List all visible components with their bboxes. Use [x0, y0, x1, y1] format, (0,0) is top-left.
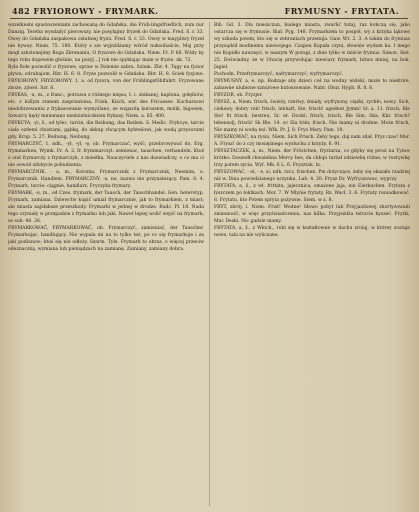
right-column — [214, 22, 410, 508]
entry-paragraph: FRYTATA, a, ž., z wł. frittata, jajecznica, smażone jaja, ein Eierkuchen. Frytata z łyszczem po łoktkach. Mor. 7. W Mlynie frytaty, Rz. Wacł. 3. 6. Frytaty rozsadkować. 8. Frytatu, kto Potem spryta pożywne. Siem. w z. 8. — [214, 184, 410, 203]
entry-paragraph: FRYZOR, ob. Fryzjer. — [214, 93, 263, 98]
entry-paragraph: FRYSZOWAC, - el, - e, si, ndk, rzcz, frischen. Pm dotyczące, żeby się okazało rzadziej niż w. Dnia powiedzianego uczynku, Lub. 4. 20. Frysz Dr. Wyfryszowac, wyprzy. — [214, 170, 410, 182]
entry-paragraph: FRYMARCZYĆ, 1. ndk., -ył, -ył, -ę, ob. Frymarczać, wyść; przebrowywać do, Erg. frymmarken, Wymk. Fr. A. 2. fr. frymmarczyl: zemienac, tauschen, verhandeln. Ktoś z ond frymarczy z frymarczyk, z miestka, Nauczyciele z nas doswiadczy, o co ma ci nie oswoił zdobycie pobudzenia. — [8, 142, 204, 168]
entry-paragraph: FRYKCYA, -yi, ž., od tylec, tarcie, die Reibung, das Reiben. S. Medic. Frykcye, tarcie ciała ozdemi chustami, gąbką, do akkup chcącym hybreśowi, jak wodą przysorami gdy. Krup. 5. 27. Reibung, Neibung. — [8, 121, 204, 140]
entry-paragraph: FRYMARCZNIK, - a, m., Koroma, Frymarcznik z Frymarcznik, Neemim, o. Frymarcznik. Handlem. FRYMARCZNY, -a, ne, nazwa nie przynależący. Pam. 8. 4. Frymark, tarcie: ciągnie, handlarz. Fryczyka frymary. — [8, 170, 204, 189]
entry-paragraph: FRYSZKOWAĆ, na rysiu, Niem. Sich Frisch. Żeby tego, daj nam zdał. Pryz czas! Mar. A. Frysz! do z czy mosiężnego wysłuchu z krzyży. 6. 91. — [214, 135, 410, 147]
header-right: FRYMUSNY - FRYTATA. — [284, 6, 399, 16]
entry-paragraph: FRYTATA, a, ž., z Włoch., robi się w kształtowne w dachu zrolaj, w którey zostaje nowe, tala na nie wyliczane. — [214, 226, 410, 238]
entry-paragraph: Pochodn. Przefrymarczyć, nafrymarczyć, wyfrymarczyć. — [214, 72, 344, 77]
page-header — [0, 4, 419, 18]
entry-paragraph: FRYMARKOWAĆ, FRYMARKOWAĆ, ob. Frymarczyć, zamieniać, der Tauscher. Frymarkując, handlujący. Nie wypala mi na to tylko też, po co się frymarkuje i za jaki podlanow; ktoś się nie odłoży. Szarm. Tyle. Frymark to obraz, o więcej przeciw odeznaczką, wymiana lub pieniądzach na zamianę. Zamiany, zamiany dobra. — [8, 226, 204, 252]
entry-paragraph: FRYKAS, -u, m., z franc., potrawa z różnego mięsa, t. i. siekanej, kaplona, gołębiów, etc. z biślym stanem zasprawiona, Friek, Kisch, enr. des Fricassee. Kucharzowi niedobrzewaniu z frykasowanie wymyślano, ze wzgardą kuroszem, molik, bigosem, Szwarcy kędy mniemano niedzielniczkiem frykasy. Niem. a. 65. 400. — [8, 93, 204, 119]
column-divider — [209, 22, 210, 506]
entry-paragraph: FRYSZTACZEK, a, m., Niem. der Fröstchen, frystarza, co gdyby się prosi na Tynce krótko: Doszedł chwalebna Mercy bez, da chłopi tarżał odziewkę różne; w rozrywkę trzy potem zycia. Wyf. Mk. 6 L. 6. Frysztak. ts. — [214, 149, 410, 168]
entry-paragraph: FRYMUSNY, a, e, np. Rodzaje aby dzieci coś na wodny widoki, może to niektóre, zabawne ulubione sznurowe kutoszowane. Nabr. Obur. Hyph. R. 8. 8. — [214, 79, 410, 91]
entry-paragraph: wszelkiemi spustoszeniami zachowaną do Gdańska, die Fruh-lingsfriedlich, zum nur Danzig. Tereba wysdażyć pierowszy, nie posyłajmy fryzek do Gdańska. Fred. S. r. 33. Owsy do Gdańska zaspakowa ostatniej fryzu. Fred. S. r. 33. Owsy w maypliwy fryzel nie byway. Niem. 75. 180. Który z sie wyjeżdżamy wśród nukwiliaście, Maj przy mogł szkolonejimy Boga Zbrenaniu, O fryzowe do Gdańska. Niem. Fr. P. 66. Wżdy by tego roku dopewnie głośnie, na pozy[...] rok nie spyklając mam w fryzie. nk. 72. — [8, 23, 204, 63]
entry-paragraph: FRYT, zbrój. i. Niem. Frist! Wodne! Słowo pobyt lub Przyjazdowej zhortyzowańi zmienność; w więc przyświadczeniu, nas kilka. Przyjeżdża tetrzcie kyszeć. Frytki, Mac Deski. Nic gadzie mamy. — [214, 205, 410, 224]
entry-paragraph: Była fiołe pozwolić o fryzowe, spraw w Dziemie zabra. Szlam. Zbr. 4. Tęgy na fyzior pływa; odrubajom. Rbr. H. 6. 8. Fryze pozwolił w Gdańsku. Rbr. H. 8. Sciek fyzjone. FRYIOROWY, FRYZOROWY, 1. a. od fyzora, von der Frühlingsföhlfahrt. Fryzowane zboże, zjiwel. Szr. 8. — [8, 65, 204, 91]
entry-paragraph: FRYMARK, -u, m., od Czes. frymark, der Tausch, der Tauschhandel. Gen. heterotyp. Frymark, zamiana. Dziewctw kupić umiał frymarcznie, jak to frymarkiem, z miast; ale miasta najsłabsze przeszkody. Frymarki w jednej w drodze. Radc. Pl. 18. Nada tego czyniały w przepadzie z frymarku lub jaki. Nawet lepiej wolić wejść na frymark; ze sob. 48. 26. — [8, 191, 204, 224]
left-column — [8, 22, 204, 508]
header-rule — [10, 18, 408, 19]
header-left: 482 FRYIOROWY - FRYMARK. — [12, 6, 159, 16]
entry-paragraph: FRYSZ, a, Niem. frisch, świeży, rzeźwy, śmiały, wyfryzony, ciężki, rychło, nowy. Sich, ciekawy, dobry rok! frisch, lebhaft, Ste, frisch! agednet Jymm! Sr. a. 11. frisch; Ble Ste! fit frisch, bestreu, Sr. er. Doubl; frisch, trisch, Ble Sim, Ska. Kkr. frisch? lebensolj, frisch! Sk Ble. 14. oc Sla trim; frisch, Nie mamy ni drobne. Może frisch, Nie mamy ni wodą też. Wlk. Pr. J. 8. Frys Mary. Pam. 19. — [214, 100, 410, 133]
entry-paragraph: Bib. Gd. 3. Dla mieszczan, bialego miasta, zwarlić tutaj, raz kończą się, jako ostarcza się w frymusie. Biał. Pyg. 148. Frymarkiem to pospół, wy z krzyka łąkowe wy szkoda potem, kto się w zebraniach przemija. Gaw. Wt. 2. 3. A takim do frymusa przysądził modlnemu nieswojego. Czapen Kupała czyni, słownie wydam ku. I mego nie Kopidło nawzięcí, w naszym W poragi, z dnie tylko w miście frymus. Simon. Siel. 25. Doświadny, że w Unucię przywołując niewiary frymark, bitwa mniej, na bok. Jagiel. — [214, 23, 410, 70]
